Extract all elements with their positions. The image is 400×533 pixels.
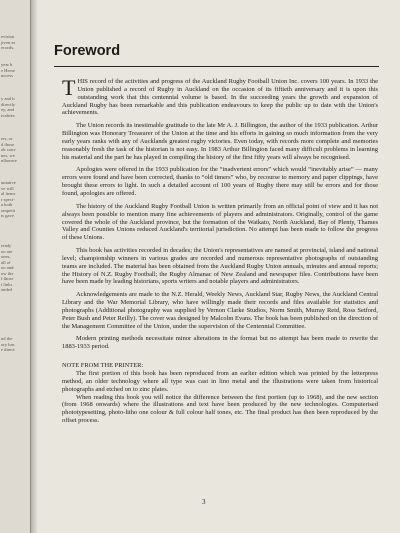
margin-fragment: ivalries: [1, 112, 15, 118]
margin-fragment: al items: [1, 191, 16, 196]
paragraph-apologies: Apologies were offered in the 1933 publication for the “inadvertent errors” which would “inevitably arise” — many errors were found and have been corrected, thanks to “old timers” who, by recourse to memory and paper clippings, have brought these errors to light. In such a detailed account of 100 years of Rugby there may still be errors and for those found, apologies are offered.: [62, 166, 378, 197]
margin-fragment: ve will: [1, 185, 14, 191]
margin-fragment: ow the: [1, 270, 14, 276]
margin-fragment: ones,: [1, 254, 11, 259]
margin-fragment: untative: [1, 180, 16, 185]
margin-fragment: ou are: [1, 248, 13, 254]
margin-fragment: ok com-: [1, 147, 17, 152]
foreword-body: [62, 75, 378, 425]
margin-fragment: t links: [1, 281, 13, 287]
paragraph-acknowledgements: Acknowledgements are made to the N.Z. Herald, Weekly News, Auckland Star, Rugby News, the Auckland Central Library and the War Memorial Library, who have willingly made their records and files available for statistics and photographs (Additional photography was supplied by Vernon Clarke Studios, Norm Smith, Murray Reid, Ross Setford, Peter Bush and Peter Reilly). The cover was designed by Malcolm Evans. The book has been published on the direction of the Management Committee of the Union, under the supervision of the Centennial Committee.: [62, 291, 378, 330]
paragraph-contents: This book has activities recorded in decades; the Union's representatives are named at provincial, island and national level; championship winners in various grades are recorded and numerous representative photographs of outstanding teams are included. The material has been obtained from the Auckland Rugby Union annuals, minutes and annual reports; the History of N.Z. Rugby Football; the Rugby Almanac of New Zealand and newspaper files. Contributions have been have been made by leading historians, sports writers and notable players and administrators.: [62, 247, 378, 286]
paragraph-history: The history of the Auckland Rugby Football Union is written primarily from an official point of view and it has not always been possible to mention many fine achievements of players and administrators. Originally, control of the game covered the whole of the Auckland province, but the formation of the Waikato, North Auckland, Bay of Plenty, Thames Valley and Counties Unions reduced Auckland's territorial jurisdiction. No attempt has been made to follow the progress of these Unions.: [62, 202, 378, 242]
margin-fragment: nes, we: [1, 152, 15, 158]
margin-fragment: nd the: [1, 336, 13, 341]
margin-fragment: uccess: [1, 73, 13, 78]
margin-fragment: year b: [1, 62, 13, 67]
printer-note-heading: NOTE FROM THE PRINTER:: [62, 362, 144, 370]
paragraph-printing-methods: Modern printing methods necessitate minor alterations in the format but no attempt has been made to rewrite the 1883-1933 period.: [62, 335, 378, 351]
margin-fragment: ompetit: [1, 207, 16, 213]
margin-fragment: ready: [1, 243, 12, 248]
margin-fragment: ecords.: [1, 45, 15, 50]
paragraph-printer-note-2: When reading this book you will notice the difference between the first portion (up to 1968), and the new section (from 1968 onwards) where the illustrations and text have been produced by the new technologies. Computerised phototypesetting, photo-litho one colour & full colour half tones, etc. The final product has then been reproduced by the offset process.: [62, 393, 378, 425]
previous-page-edge: [0, 0, 31, 533]
margin-fragment: ory has: [1, 341, 15, 347]
margin-fragment: e direct: [1, 347, 15, 352]
margin-fragment: ts gave: [1, 213, 14, 218]
page-title: Foreword: [54, 43, 121, 59]
margin-fragment: r spect-: [1, 196, 15, 202]
margin-fragment: evision: [1, 34, 15, 39]
margin-fragment: ou and: [1, 265, 14, 270]
margin-fragment: nfluence: [1, 158, 17, 163]
margin-fragment: ended: [1, 287, 12, 292]
paragraph-intro: THIS record of the activities and progress of the Auckland Rugby Football Union Inc. covers 100 years. In 1933 the Union published a record of Rugby in Auckland on the occasion of its fiftieth anniversary and it is upon this outstanding work that this centennial volume is based. In the succeeding years the growth and expansion of Auckland Rugby has been remarkable and this publication endeavours to keep the public up to date with the Union's achievements.: [62, 75, 378, 117]
margin-fragment: a both: [1, 202, 13, 207]
title-rule: [54, 66, 379, 67]
paragraph-gratitude: The Union records its inestimable gratitude to the late Mr A. J. Billington, the author of the 1933 publication. Arthur Billington was Honorary Treasurer of the Union at the time and his efforts in gaining so much information from the very early years ranks with any of Aucklands greatest rugby victories. Even today, with records more complete and memories reasonably fresh the task of the historian is not easy. In 1983 Arthur Billington faced many difficult problems in learning his material and the part he has played in compiling the history of the first fifty years will always be recognised.: [62, 122, 378, 161]
margin-fragment: ers, or: [1, 136, 13, 141]
margin-fragment: d those: [1, 141, 15, 147]
margin-fragment: directly: [1, 101, 16, 107]
margin-fragment: jiven as: [1, 39, 16, 45]
margin-fragment: e Herse: [1, 67, 15, 73]
paragraph-printer-note-1: The first portion of this book has been reproduced from an earlier edition which was printed by the letterpress method, an older technology where all type was cast in lino metal and the illustrations were taken from historical photographs and etched on to zinc plates.: [62, 370, 378, 393]
margin-fragment: y and h: [1, 96, 15, 101]
page-number: 3: [202, 498, 206, 506]
margin-fragment: f those: [1, 276, 14, 281]
margin-fragment: ey, and: [1, 107, 14, 112]
book-gutter-shadow: [30, 0, 38, 533]
margin-fragment: all of: [1, 259, 11, 265]
